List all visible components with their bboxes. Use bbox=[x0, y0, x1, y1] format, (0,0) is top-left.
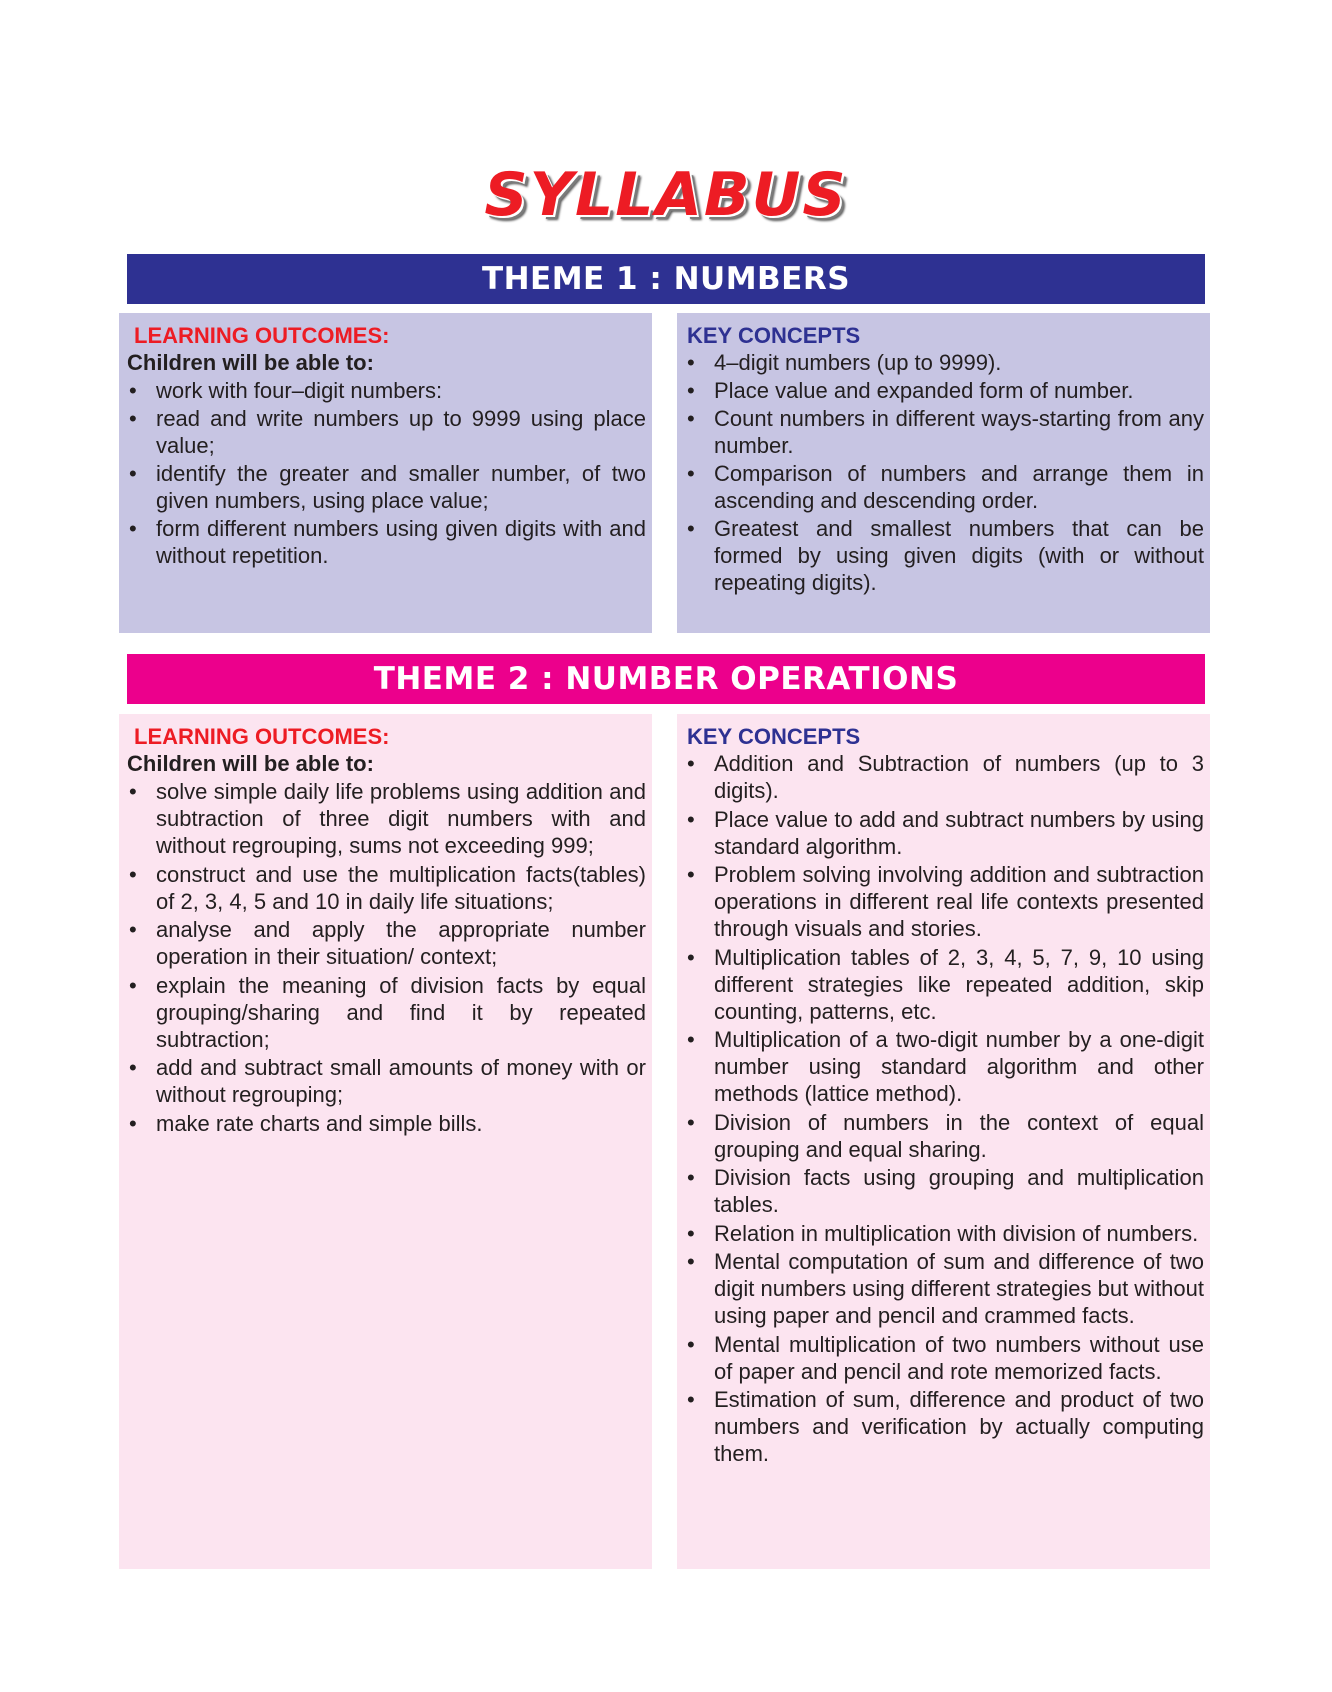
list-item-text: Comparison of numbers and arrange them in ascending and descending order. bbox=[714, 461, 1204, 513]
list-item-text: Addition and Subtraction of numbers (up to 3 digits). bbox=[714, 751, 1204, 803]
list-item-text: 4–digit numbers (up to 9999). bbox=[714, 350, 1002, 375]
list-item bbox=[685, 1026, 1204, 1107]
list-item bbox=[127, 778, 646, 859]
bullet-icon: • bbox=[687, 1249, 695, 1274]
list-item-text: Mental multiplication of two numbers without use of paper and pencil and rote memorized facts. bbox=[714, 1331, 1204, 1384]
list-item-text: Problem solving involving addition and subtraction operations in different real life contexts presented through visuals and stories. bbox=[714, 862, 1204, 941]
list-item-text: Greatest and smallest numbers that can be formed by using given digits (with or without repeating digits). bbox=[714, 516, 1204, 595]
list-item-text: Division facts using grouping and multiplication tables. bbox=[714, 1165, 1204, 1217]
theme-1-learning-outcomes bbox=[119, 313, 652, 633]
bullet-icon: • bbox=[687, 1331, 695, 1357]
list-item bbox=[127, 377, 646, 404]
bullet-icon: • bbox=[129, 516, 137, 541]
learning-outcomes-list bbox=[127, 377, 646, 569]
learning-outcomes-list bbox=[127, 778, 646, 1137]
theme-1-key-concepts bbox=[677, 313, 1210, 633]
list-item-text: make rate charts and simple bills. bbox=[156, 1110, 483, 1136]
list-item bbox=[685, 1220, 1204, 1247]
list-item-text: Count numbers in different ways-starting from any number. bbox=[714, 406, 1204, 458]
bullet-icon: • bbox=[129, 779, 137, 804]
key-concepts-heading: KEY CONCEPTS bbox=[687, 323, 861, 348]
theme-2-learning-outcomes bbox=[119, 714, 652, 1569]
list-item bbox=[127, 460, 646, 514]
list-item-text: Estimation of sum, difference and product of two numbers and verification by actually computing them. bbox=[714, 1387, 1204, 1466]
list-item-text: work with four–digit numbers: bbox=[156, 378, 443, 403]
theme-1-header: THEME 1 : NUMBERS bbox=[127, 254, 1205, 304]
learning-outcomes-heading: LEARNING OUTCOMES: bbox=[134, 724, 390, 749]
list-item bbox=[685, 377, 1204, 404]
bullet-icon: • bbox=[687, 406, 695, 431]
bullet-icon: • bbox=[687, 806, 695, 832]
bullet-icon: • bbox=[687, 1109, 695, 1135]
list-item-text: Place value to add and subtract numbers by using standard algorithm. bbox=[714, 806, 1204, 859]
key-concepts-list bbox=[685, 349, 1204, 596]
list-item bbox=[685, 1386, 1204, 1467]
list-item bbox=[127, 972, 646, 1053]
list-item-text: Multiplication of a two-digit number by a one-digit number using standard algorithm and other methods (lattice method). bbox=[714, 1027, 1204, 1106]
bullet-icon: • bbox=[129, 1110, 137, 1136]
list-item bbox=[685, 750, 1204, 804]
bullet-icon: • bbox=[687, 751, 695, 776]
bullet-icon: • bbox=[687, 1165, 695, 1190]
theme-2-header: THEME 2 : NUMBER OPERATIONS bbox=[127, 654, 1205, 704]
theme-2-key-concepts bbox=[677, 714, 1210, 1569]
list-item-text: explain the meaning of division facts by equal grouping/sharing and find it by repeated subtraction; bbox=[156, 972, 646, 1052]
list-item-text: Multiplication tables of 2, 3, 4, 5, 7, 9, 10 using different strategies like repeated addition, skip counting, patterns, etc. bbox=[714, 944, 1204, 1024]
list-item bbox=[685, 944, 1204, 1025]
list-item bbox=[685, 861, 1204, 942]
key-concepts-heading: KEY CONCEPTS bbox=[687, 724, 861, 749]
list-item bbox=[127, 861, 646, 915]
bullet-icon: • bbox=[129, 972, 137, 998]
list-item bbox=[127, 1110, 646, 1137]
bullet-icon: • bbox=[129, 1055, 137, 1080]
learning-outcomes-intro: Children will be able to: bbox=[127, 751, 374, 776]
list-item-text: Place value and expanded form of number. bbox=[714, 378, 1134, 403]
bullet-icon: • bbox=[687, 516, 695, 541]
list-item bbox=[127, 405, 646, 459]
list-item bbox=[127, 916, 646, 970]
list-item-text: construct and use the multiplication facts(tables) of 2, 3, 4, 5 and 10 in daily life situations; bbox=[156, 861, 646, 914]
list-item bbox=[685, 405, 1204, 459]
bullet-icon: • bbox=[687, 1387, 695, 1412]
list-item-text: Division of numbers in the context of equal grouping and equal sharing. bbox=[714, 1109, 1204, 1162]
list-item bbox=[685, 515, 1204, 596]
bullet-icon: • bbox=[129, 461, 137, 486]
learning-outcomes-heading: LEARNING OUTCOMES: bbox=[134, 323, 390, 348]
list-item bbox=[127, 515, 646, 569]
list-item-text: Mental computation of sum and difference of two digit numbers using different strategies but without using paper and pencil and crammed facts. bbox=[714, 1249, 1204, 1328]
bullet-icon: • bbox=[687, 350, 695, 375]
list-item-text: form different numbers using given digits with and without repetition. bbox=[156, 516, 646, 568]
list-item bbox=[685, 349, 1204, 376]
list-item bbox=[685, 806, 1204, 860]
list-item-text: add and subtract small amounts of money with or without regrouping; bbox=[156, 1055, 646, 1107]
list-item bbox=[685, 1164, 1204, 1218]
list-item-text: identify the greater and smaller number, of two given numbers, using place value; bbox=[156, 461, 646, 513]
bullet-icon: • bbox=[687, 1220, 695, 1246]
learning-outcomes-intro: Children will be able to: bbox=[127, 350, 374, 375]
list-item-text: analyse and apply the appropriate number operation in their situation/ context; bbox=[156, 917, 646, 969]
page-title: SYLLABUS bbox=[484, 160, 848, 230]
list-item-text: Relation in multiplication with division of numbers. bbox=[714, 1220, 1199, 1246]
list-item bbox=[685, 1248, 1204, 1329]
bullet-icon: • bbox=[687, 378, 695, 403]
list-item bbox=[685, 1109, 1204, 1163]
bullet-icon: • bbox=[687, 1027, 695, 1052]
bullet-icon: • bbox=[687, 461, 695, 486]
bullet-icon: • bbox=[129, 917, 137, 942]
bullet-icon: • bbox=[129, 861, 137, 887]
bullet-icon: • bbox=[687, 944, 695, 970]
list-item bbox=[685, 460, 1204, 514]
list-item-text: read and write numbers up to 9999 using place value; bbox=[156, 406, 646, 458]
bullet-icon: • bbox=[129, 378, 137, 403]
bullet-icon: • bbox=[129, 406, 137, 431]
key-concepts-list bbox=[685, 750, 1204, 1467]
list-item bbox=[685, 1331, 1204, 1385]
list-item-text: solve simple daily life problems using addition and subtraction of three digit numbers with and without regrouping, sums not exceeding 999; bbox=[156, 779, 646, 858]
list-item bbox=[127, 1054, 646, 1108]
bullet-icon: • bbox=[687, 862, 695, 887]
